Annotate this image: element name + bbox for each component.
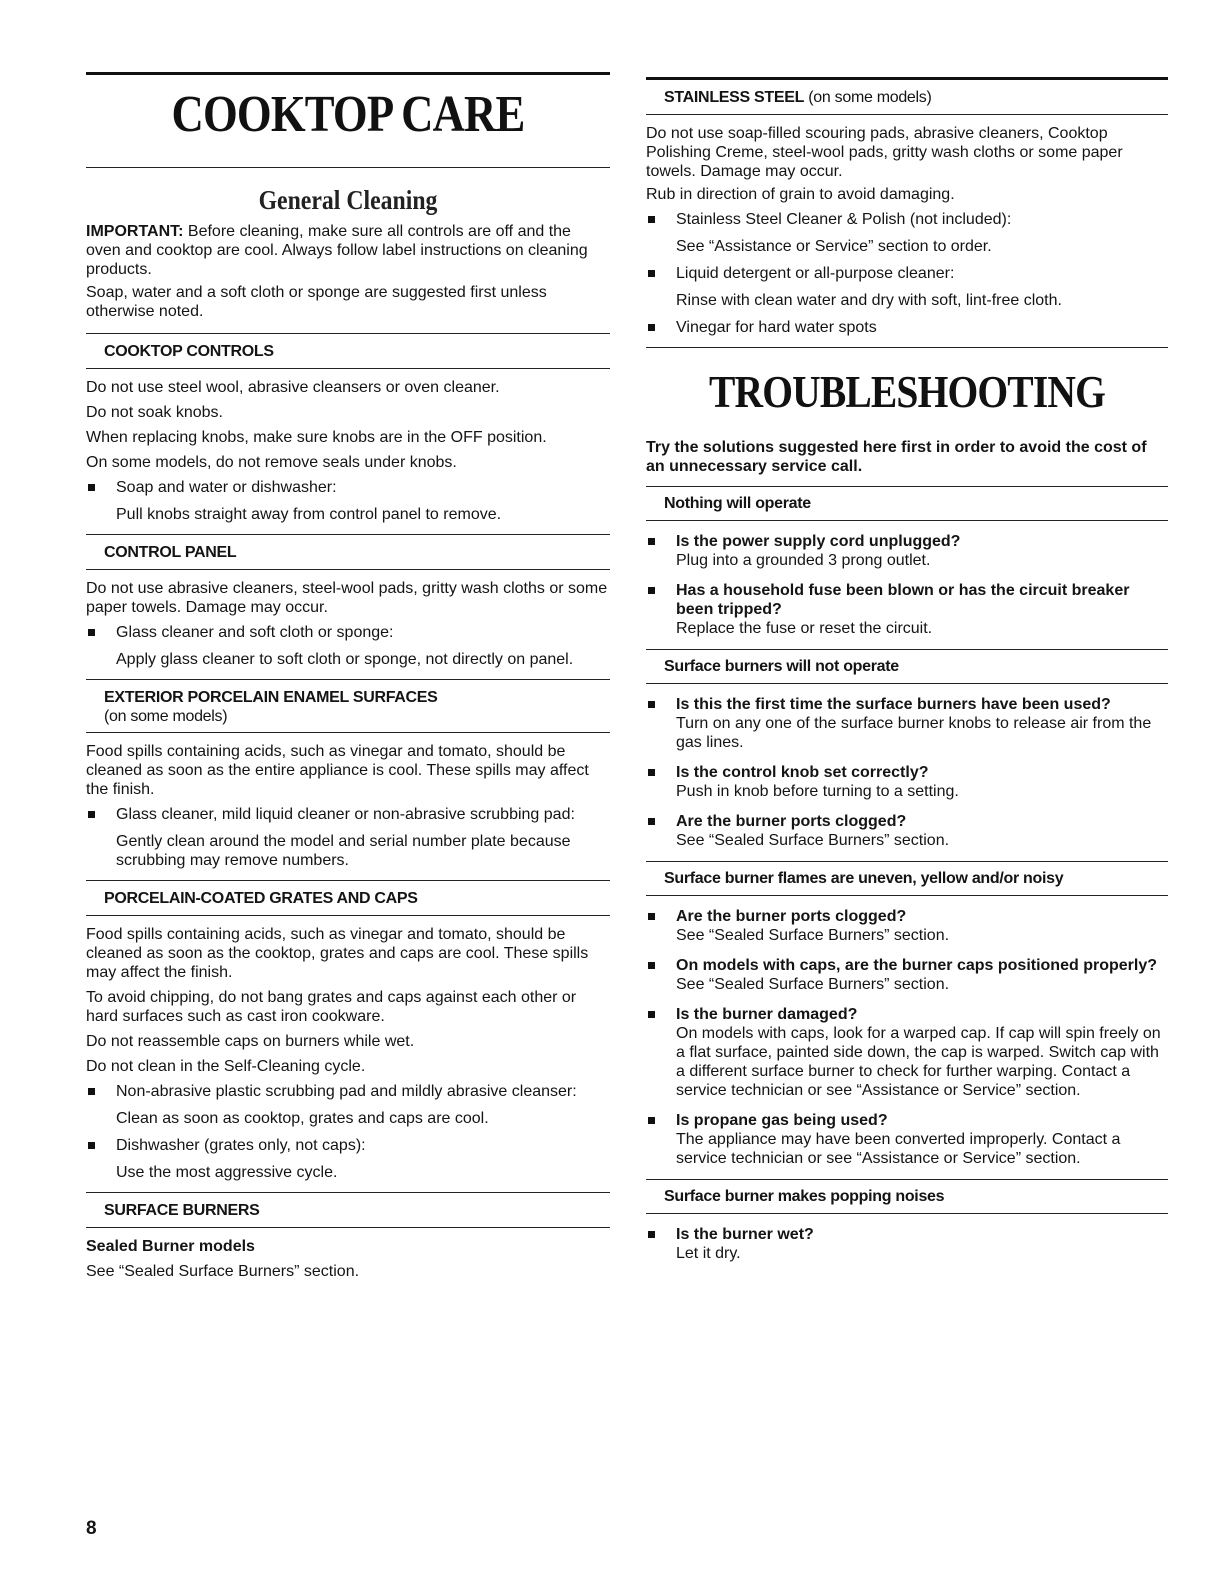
bullet-detail: Apply glass cleaner to soft cloth or sponge, not directly on panel. (116, 651, 574, 668)
trouble-answer: The appliance may have been converted improperly. Contact a service technician or see “Assistance or Service” section. (676, 1131, 1121, 1167)
heading-note: (on some models) (804, 89, 932, 106)
bullet-item: Vinegar for hard water spots (646, 318, 1168, 337)
bullet-item: Non-abrasive plastic scrubbing pad and mildly abrasive cleanser: (86, 1082, 610, 1101)
intro-paragraph (86, 222, 610, 279)
heading-note: (on some models) (104, 708, 228, 725)
trouble-heading: Surface burner makes popping noises (664, 1188, 945, 1205)
trouble-item (646, 532, 1168, 570)
grates-text: Food spills containing acids, such as vinegar and tomato, should be cleaned as soon as the cooktop, grates and caps are cool. These spills may affect the finish. (86, 926, 589, 981)
cooktop-controls-line: Do not use steel wool, abrasive cleansers or oven cleaner. (86, 379, 500, 396)
trouble-item (646, 581, 1168, 638)
trouble-answer: Plug into a grounded 3 prong outlet. (676, 552, 931, 569)
trouble-answer: See “Sealed Surface Burners” section. (676, 832, 950, 849)
stainless-text: Do not use soap-filled scouring pads, abrasive cleaners, Cooktop Polishing Creme, steel-wool pads, gritty wash cloths or some paper towels. Damage may occur. (646, 125, 1123, 180)
trouble-question: Is the power supply cord unplugged? (676, 533, 961, 550)
trouble-item (646, 695, 1168, 752)
bullet-detail: Rinse with clean water and dry with soft, lint-free cloth. (676, 292, 1062, 309)
trouble-question: Is the burner wet? (676, 1226, 814, 1243)
trouble-answer: Push in knob before turning to a setting. (676, 783, 959, 800)
trouble-item (646, 907, 1168, 945)
bullet-item: Liquid detergent or all-purpose cleaner: (646, 264, 1168, 283)
trouble-question: Is the burner damaged? (676, 1006, 858, 1023)
bullet-detail: Pull knobs straight away from control panel to remove. (116, 506, 502, 523)
trouble-item (646, 812, 1168, 850)
trouble-question: Is propane gas being used? (676, 1112, 888, 1129)
section-heading-stainless (646, 88, 1168, 108)
intro-paragraph-2: Soap, water and a soft cloth or sponge are suggested first unless otherwise noted. (86, 284, 547, 320)
trouble-answer: See “Sealed Surface Burners” section. (676, 976, 950, 993)
cooktop-controls-line: On some models, do not remove seals under knobs. (86, 454, 457, 471)
bullet-detail: See “Assistance or Service” section to order. (676, 238, 992, 255)
bullet-item: Glass cleaner, mild liquid cleaner or non-abrasive scrubbing pad: (86, 805, 610, 824)
trouble-heading: Surface burners will not operate (664, 658, 899, 675)
title-rule (86, 72, 610, 75)
exterior-text: Food spills containing acids, such as vinegar and tomato, should be cleaned as soon as the entire appliance is cool. These spills may affect the finish. (86, 743, 589, 798)
trouble-answer: Turn on any one of the surface burner knobs to release air from the gas lines. (676, 715, 1152, 751)
intro-text: Before cleaning, make sure all controls are off and the oven and cooktop are cool. Always follow label instructions on cleaning products. (86, 223, 588, 278)
left-column (86, 0, 610, 1281)
trouble-answer: See “Sealed Surface Burners” section. (676, 927, 950, 944)
stainless-text: Rub in direction of grain to avoid damaging. (646, 186, 955, 203)
page-title: COOKTOP CARE (171, 86, 525, 143)
grates-text: Do not reassemble caps on burners while wet. (86, 1033, 415, 1050)
divider (646, 347, 1168, 348)
trouble-item (646, 763, 1168, 801)
section-heading-control-panel: CONTROL PANEL (104, 544, 237, 561)
trouble-question: Is this the first time the surface burners have been used? (676, 696, 1111, 713)
section-heading-surface-burners: SURFACE BURNERS (104, 1202, 260, 1219)
trouble-heading: Nothing will operate (664, 495, 811, 512)
trouble-answer: Replace the fuse or reset the circuit. (676, 620, 933, 637)
trouble-item (646, 1111, 1168, 1168)
grates-text: To avoid chipping, do not bang grates and caps against each other or hard surfaces such as cast iron cookware. (86, 989, 577, 1025)
control-panel-text: Do not use abrasive cleaners, steel-wool pads, gritty wash cloths or some paper towels. Damage may occur. (86, 580, 608, 616)
trouble-item (646, 956, 1168, 994)
important-label: IMPORTANT: (86, 223, 184, 240)
troubleshooting-intro: Try the solutions suggested here first in order to avoid the cost of an unnecessary service call. (646, 439, 1147, 475)
right-column (646, 0, 1168, 1274)
section-subtitle: General Cleaning (258, 185, 438, 215)
troubleshooting-title: TROUBLESHOOTING (708, 366, 1105, 417)
troubleshooting-sections (646, 486, 1168, 1274)
grates-text: Do not clean in the Self-Cleaning cycle. (86, 1058, 366, 1075)
trouble-question: Are the burner ports clogged? (676, 908, 907, 925)
section-heading-exterior (86, 688, 610, 726)
bullet-detail: Use the most aggressive cycle. (116, 1164, 338, 1181)
cooktop-controls-line: Do not soak knobs. (86, 404, 223, 421)
heading-text: EXTERIOR PORCELAIN ENAMEL SURFACES (104, 689, 438, 706)
trouble-answer: Let it dry. (676, 1245, 741, 1262)
bullet-item: Glass cleaner and soft cloth or sponge: (86, 623, 610, 642)
section-heading-cooktop-controls: COOKTOP CONTROLS (104, 343, 274, 360)
trouble-question: On models with caps, are the burner caps positioned properly? (676, 957, 1157, 974)
page-number: 8 (86, 1518, 97, 1539)
cooktop-controls-line: When replacing knobs, make sure knobs are in the OFF position. (86, 429, 547, 446)
bullet-detail: Clean as soon as cooktop, grates and caps are cool. (116, 1110, 489, 1127)
surface-burners-text: See “Sealed Surface Burners” section. (86, 1263, 360, 1280)
trouble-question: Are the burner ports clogged? (676, 813, 907, 830)
heading-text: STAINLESS STEEL (664, 89, 805, 106)
bullet-item: Dishwasher (grates only, not caps): (86, 1136, 610, 1155)
trouble-question: Is the control knob set correctly? (676, 764, 929, 781)
bullet-item: Stainless Steel Cleaner & Polish (not included): (646, 210, 1168, 229)
trouble-question: Has a household fuse been blown or has the circuit breaker been tripped? (676, 582, 1130, 618)
trouble-item (646, 1005, 1168, 1100)
trouble-heading: Surface burner flames are uneven, yellow and/or noisy (664, 870, 1064, 887)
bullet-item: Soap and water or dishwasher: (86, 478, 610, 497)
trouble-item (646, 1225, 1168, 1263)
trouble-answer: On models with caps, look for a warped cap. If cap will spin freely on a flat surface, painted side down, the cap is warped. Switch cap with a different surface burner to check for further warping. Contact a service technician or see “Assistance or Service” section. (676, 1025, 1161, 1099)
sealed-burner-subheading: Sealed Burner models (86, 1238, 255, 1255)
section-heading-grates: PORCELAIN-COATED GRATES AND CAPS (104, 890, 418, 907)
bullet-detail: Gently clean around the model and serial number plate because scrubbing may remove numbers. (116, 833, 571, 869)
